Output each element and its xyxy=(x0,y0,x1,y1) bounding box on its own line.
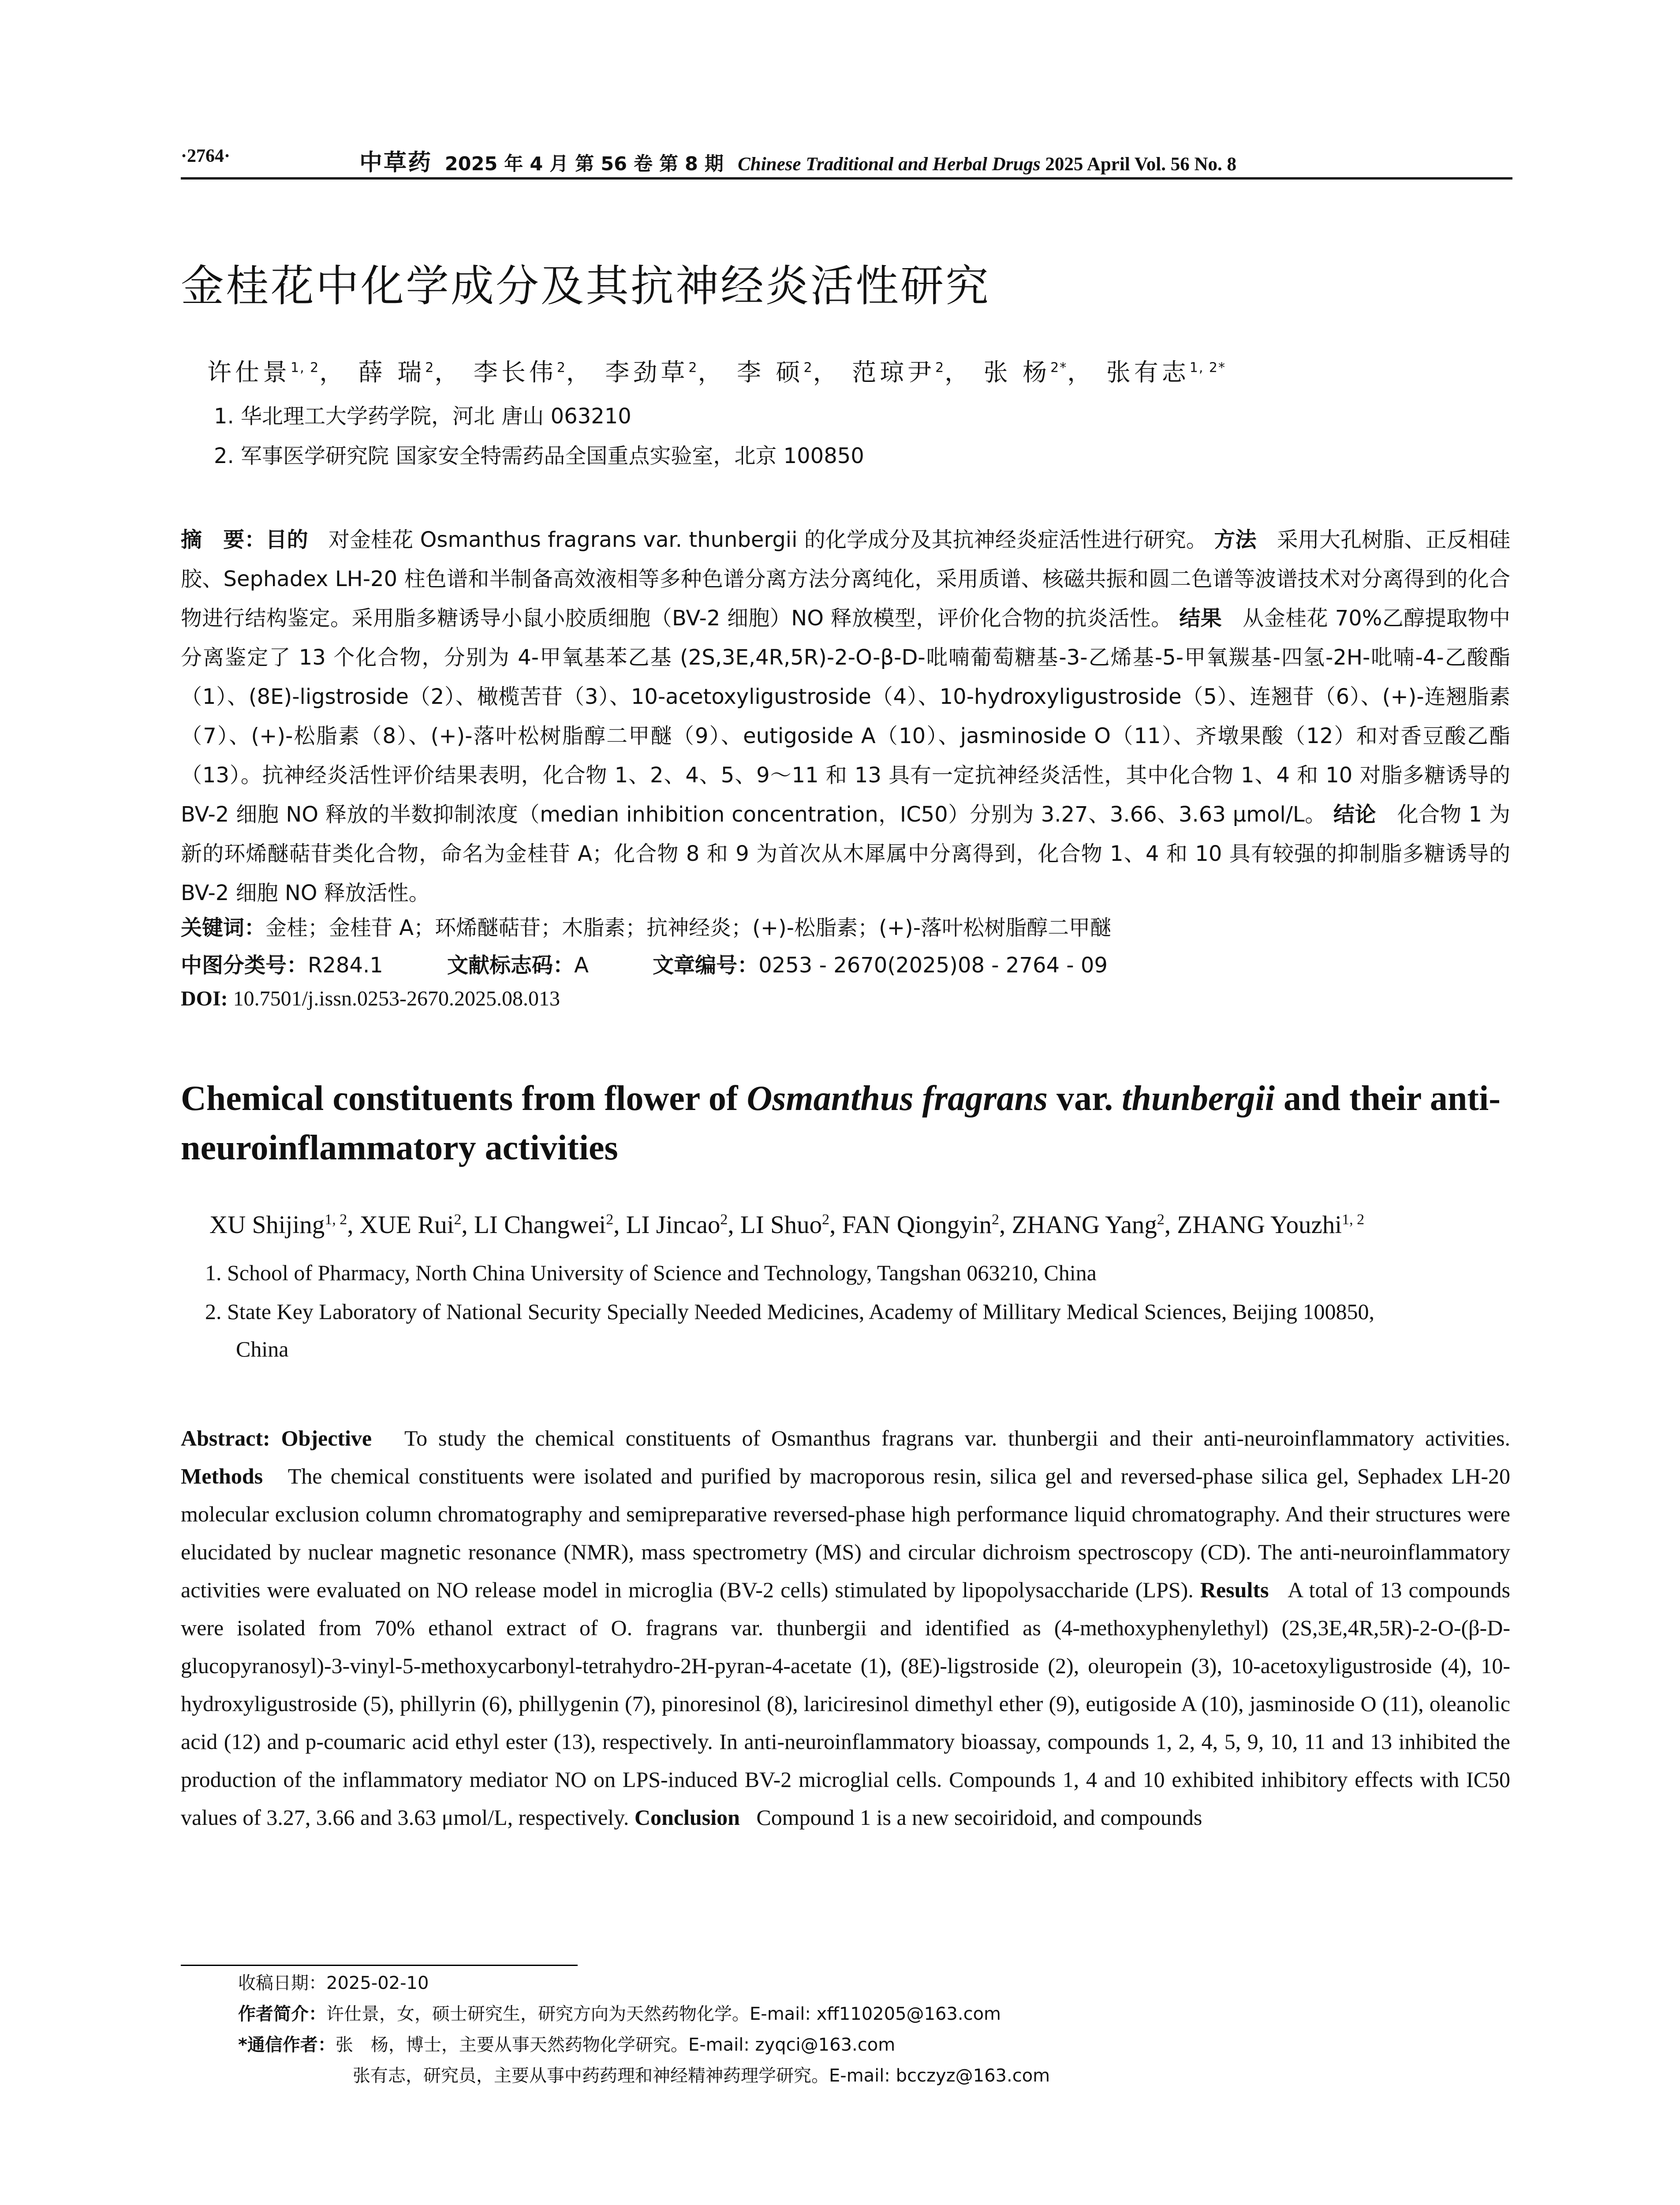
affiliation-en-2: 2. State Key Laboratory of National Security Specially Needed Medicines, Academy of Millitary Medical Sciences, Beijing 100850, xyxy=(205,1299,1375,1324)
author-affiliation-mark: 1, 2* xyxy=(1189,360,1226,376)
results-text: 从金桂花 70%乙醇提取物中分离鉴定了 13 个化合物，分别为 4-甲氧基苯乙基 (2S,3E,4R,5R)-2-O-β-D-吡喃葡萄糖基-3-乙烯基-5-甲氧羰基-四氢-2H-吡喃-4-乙酸酯（1）、(8E)-ligstroside（2）、橄榄苦苷（3）、10-acetoxyligustroside（4）、10-hydroxyligustroside（5）、连翘苷（6）、(+)-连翘脂素（7）、(+)-松脂素（8）、(+)-落叶松树脂醇二甲醚（9）、eutigoside A（10）、jasminoside O（11）、齐墩果酸（12）和对香豆酸乙酯（13）。抗神经炎活性评价结果表明，化合物 1、2、4、5、9～11 和 13 具有一定抗神经炎活性，其中化合物 1、4 和 10 对脂多糖诱导的 BV-2 细胞 NO 释放的半数抑制浓度（median inhibition concentration，IC50）分别为 3.27、3.66、3.63 μmol/L。 xyxy=(181,606,1510,827)
results-label: 结果 xyxy=(1179,606,1222,631)
author-name: LI Changwei xyxy=(474,1211,606,1239)
title-en-species: Osmanthus fragrans xyxy=(747,1079,1048,1118)
author-bio-text: 许仕景，女，硕士研究生，研究方向为天然药物化学。E-mail: xff110205@163.com xyxy=(326,2004,1001,2024)
abstract-label: 摘 要： xyxy=(181,527,266,552)
keywords-text: 金桂；金桂苷 A；环烯醚萜苷；木脂素；抗神经炎；(+)-松脂素；(+)-落叶松树脂醇二甲醚 xyxy=(265,916,1112,940)
article-no-label: 文章编号： xyxy=(653,953,759,978)
affiliation-cn-1: 1. 华北理工大学药学院，河北 唐山 063210 xyxy=(214,404,631,429)
author-name: 薛 瑞 xyxy=(358,358,426,386)
conclusion-text: Compound 1 is a new secoiridoid, and compounds xyxy=(756,1805,1202,1830)
objective-text: 对金桂花 Osmanthus fragrans var. thunbergii 的化学成分及其抗神经炎症活性进行研究。 xyxy=(328,527,1208,552)
author-name: 张 杨 xyxy=(983,358,1051,386)
author-affiliation-mark: 2 xyxy=(803,360,813,376)
footnote-corresponding xyxy=(238,2031,895,2056)
methods-text: 采用大孔树脂、正反相硅胶、Sephadex LH-20 柱色谱和半制备高效液相等多种色谱分离方法分离纯化，采用质谱、核磁共振和圆二色谱等波谱技术对分离得到的化合物进行结构鉴定。采用脂多糖诱导小鼠小胶质细胞（BV-2 细胞）NO 释放模型，评价化合物的抗炎活性。 xyxy=(181,527,1510,631)
author-name: ZHANG Yang xyxy=(1012,1211,1157,1239)
author-affiliation-mark: 1, 2 xyxy=(1342,1211,1365,1228)
author-affiliation-mark: 2 xyxy=(720,1211,728,1228)
results-text: A total of 13 compounds were isolated from 70% ethanol extract of O. fragrans var. thunbergii and identified as (4-methoxyphenylethyl) (2S,3E,4R,5R)-2-O-(β-D-glucopyranosyl)-3-vinyl-5-methoxycarbonyl-tetrahydro-2H-pyran-4-acetate (1), (8E)-ligstroside (2), oleuropein (3), 10-acetoxyligustroside (4), 10-hydroxyligustroside (5), phillyrin (6), phillygenin (7), pinoresinol (8), lariciresinol dimethyl ether (9), eutigoside A (10), jasminoside O (11), oleanolic acid (12) and p-coumaric acid ethyl ester (13), respectively. In anti-neuroinflammatory bioassay, compounds 1, 2, 4, 5, 9, 10, 11 and 13 inhibited the production of the inflammatory mediator NO on LPS-induced BV-2 microglial cells. Compounds 1, 4 and 10 exhibited inhibitory effects with IC50 values of 3.27, 3.66 and 3.63 μmol/L, respectively. xyxy=(181,1577,1510,1830)
doi-label: DOI: xyxy=(181,987,228,1010)
conclusion-text: 化合物 1 为新的环烯醚萜苷类化合物，命名为金桂苷 A；化合物 8 和 9 为首次从木犀属中分离得到，化合物 1、4 和 10 具有较强的抑制脂多糖诱导的 BV-2 细胞 NO 释放活性。 xyxy=(181,802,1510,905)
footnote-corresponding-2: 张有志，研究员，主要从事中药药理和神经精神药理学研究。E-mail: bcczyz@163.com xyxy=(353,2066,1050,2086)
affiliation-cn-2: 2. 军事医学研究院 国家安全特需药品全国重点实验室，北京 100850 xyxy=(214,444,864,468)
issue-cn: 2025 年 4 月 第 56 卷 第 8 期 xyxy=(444,153,724,175)
results-label: Results xyxy=(1200,1577,1269,1602)
corresponding-text-1: 张 杨，博士，主要从事天然药物化学研究。E-mail: zyqci@163.com xyxy=(335,2035,896,2055)
classification-line xyxy=(181,948,1510,979)
title-en xyxy=(181,1074,1510,1173)
doi-link[interactable]: 10.7501/j.issn.0253-2670.2025.08.013 xyxy=(233,987,560,1010)
author-affiliation-mark: 2 xyxy=(935,360,945,376)
author-affiliation-mark: 2* xyxy=(1050,360,1068,376)
author-affiliation-mark: 2 xyxy=(1157,1211,1165,1228)
author-name: 李 硕 xyxy=(737,358,804,386)
title-en-variety: thunbergii xyxy=(1122,1079,1275,1118)
conclusion-label: 结论 xyxy=(1333,802,1377,827)
abstract-label: Abstract: xyxy=(181,1426,270,1450)
author-affiliation-mark: 2 xyxy=(556,360,566,376)
conclusion-label: Conclusion xyxy=(634,1805,740,1830)
author-affiliation-mark: 2 xyxy=(454,1211,462,1228)
authors-en: XU Shijing$^{1, 2}$, XUE Rui$^2$, LI Changwei$^2$, LI Jincao$^2$, LI Shuo$^2$, FAN Qiongyin$^2$, ZHANG Yang$^2$, ZHANG Youzhi$^{1, 2}$ xyxy=(209,1211,1365,1239)
author-name: LI Jincao xyxy=(626,1211,721,1239)
title-en-var: var. xyxy=(1047,1079,1122,1118)
author-name: ZHANG Youzhi xyxy=(1177,1211,1342,1239)
author-affiliation-mark: 2 xyxy=(992,1211,1000,1228)
author-affiliation-mark: 2 xyxy=(425,360,435,376)
author-name: FAN Qiongyin xyxy=(842,1211,992,1239)
page-number: ·2764· xyxy=(181,146,231,166)
objective-label: 目的 xyxy=(265,527,308,552)
title-en-text: Chemical constituents from flower of xyxy=(181,1079,747,1118)
footnote-divider xyxy=(181,1965,578,1966)
author-affiliation-mark: 2 xyxy=(688,360,698,376)
article-no-value: 0253 - 2670(2025)08 - 2764 - 09 xyxy=(758,953,1108,978)
author-name: 张有志 xyxy=(1106,358,1190,386)
abstract-en xyxy=(181,1419,1510,1836)
author-affiliation-mark: 2 xyxy=(822,1211,830,1228)
doi-line xyxy=(181,987,1510,1011)
author-affiliation-mark: 2 xyxy=(606,1211,614,1228)
author-bio-label: 作者简介： xyxy=(238,2004,326,2024)
clc-label: 中图分类号： xyxy=(181,953,308,978)
methods-label: Methods xyxy=(181,1464,263,1488)
doc-code-value: A xyxy=(574,953,589,978)
abstract-cn xyxy=(181,520,1510,913)
author-name: 李长伟 xyxy=(473,358,557,386)
title-en-text-end: and their anti-neuroinflammatory activities xyxy=(181,1079,1501,1167)
keywords-cn xyxy=(181,911,1510,941)
author-name: 李劲草 xyxy=(605,358,689,386)
author-name: XU Shijing xyxy=(209,1211,325,1239)
author-name: LI Shuo xyxy=(740,1211,822,1239)
clc-value: R284.1 xyxy=(308,953,383,978)
corresponding-label: *通信作者： xyxy=(238,2035,336,2055)
keywords-label: 关键词： xyxy=(181,916,266,940)
author-affiliation-mark: 1, 2 xyxy=(291,360,320,376)
author-name: 范琼尹 xyxy=(852,358,936,386)
methods-text: The chemical constituents were isolated and purified by macroporous resin, silica gel and reversed-phase silica gel, Sephadex LH-20 molecular exclusion column chromatography and semipreparative reversed-phase high performance liquid chromatography. And their structures were elucidated by nuclear magnetic resonance (NMR), mass spectrometry (MS) and circular dichroism spectroscopy (CD). The anti-neuroinflammatory activities were evaluated on NO release model in microglia (BV-2 cells) stimulated by lipopolysaccharide (LPS). xyxy=(181,1464,1510,1602)
objective-text: To study the chemical constituents of Osmanthus fragrans var. thunbergii and their anti-neuroinflammatory activities. xyxy=(404,1426,1510,1450)
objective-label: Objective xyxy=(281,1426,372,1450)
affiliation-en-2-continued: China xyxy=(236,1337,289,1361)
author-name: 许仕景 xyxy=(207,358,291,386)
methods-label: 方法 xyxy=(1214,527,1257,552)
running-header xyxy=(181,141,1512,179)
author-name: XUE Rui xyxy=(359,1211,454,1239)
footnote-received: 收稿日期：2025-02-10 xyxy=(238,1973,429,1993)
title-cn: 金桂花中化学成分及其抗神经炎活性研究 xyxy=(181,261,991,311)
author-affiliation-mark: 1, 2 xyxy=(325,1211,347,1228)
footnote-author-bio xyxy=(238,2000,1001,2025)
journal-line xyxy=(359,144,1236,177)
issue-en: 2025 April Vol. 56 No. 8 xyxy=(1045,154,1237,175)
authors-cn: 许仕景$^{1, 2}$， 薛 瑞$^2$， 李长伟$^2$， 李劲草$^2$， 李 硕$^2$， 范琼尹$^2$， 张 杨$^{2*}$， 张有志$^{1, 2*}$ xyxy=(207,358,1226,386)
affiliation-en-1: 1. School of Pharmacy, North China University of Science and Technology, Tangshan 063210, China xyxy=(205,1260,1097,1285)
doc-code-label: 文献标志码： xyxy=(447,953,575,978)
journal-name-en: Chinese Traditional and Herbal Drugs xyxy=(738,154,1041,175)
journal-brand: 中草药 xyxy=(359,149,433,176)
